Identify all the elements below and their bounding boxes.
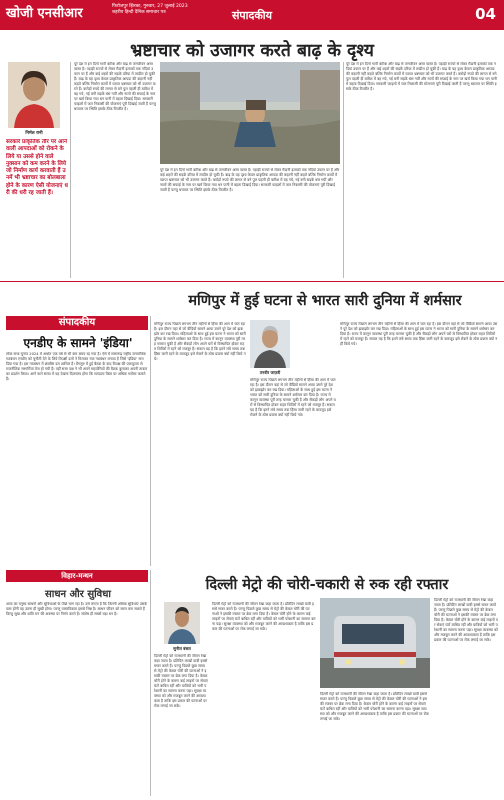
article2-body-col3: मणिपुर राज्य पिछले लगभग तीन महीनों से हिंसा की आग में जल रहा है। इस दौरान वहां से जो वीडियो सामने आया उसने पूरे देश को झकझोर कर रख दिया। महिलाओं के साथ हुई इस घटना ने भारत को सारी दुनिया के सामने शर्मसार कर दिया है। राज्य में कानून व्यवस्था पूरी तरह चरमरा चुकी है और सैकड़ों लोग अपने घरों से विस्थापित होकर राहत शिविरों में रहने को मजबूर हैं। सवाल यह है कि इतने लंबे समय तक हिंसा जारी रहने के बावजूद इसे रोकने के ठोस प्रयास क्यों नहीं किये गये।: [340, 322, 498, 346]
author2-name: तनवीर जाफ़री: [259, 370, 281, 375]
article3-body-col2: दिल्ली मेट्रो को राजधानी की जीवन रेखा कहा जाता है। प्रतिदिन लाखों यात्री इससे सफर करते हैं। परन्तु पिछले कुछ समय से मेट्रो की केबल चोरी की घटनाओं ने इसकी रफ्तार पर ब्रेक लगा दिया है। केबल चोरी होने के कारण कई लाइनों पर सेवाएं घंटों बाधित रहीं और यात्रियों को भारी परेशानी का सामना करना पड़ा। सुरक्षा व्यवस्था को और मजबूत करने की आवश्यकता है ताकि इस प्रकार की घटनाओं पर रोक लगाई जा सके।: [212, 602, 316, 631]
article1-headline: भ्रष्टाचार को उजागर करते बाढ़ के दृश्य: [130, 41, 374, 61]
column-divider: [150, 570, 151, 796]
newspaper-logo: खोजी एनसीआर: [6, 6, 83, 21]
article2-body-col2: मणिपुर राज्य पिछले लगभग तीन महीनों से हिंसा की आग में जल रहा है। इस दौरान वहां से जो वीडियो सामने आया उसने पूरे देश को झकझोर कर रख दिया। महिलाओं के साथ हुई इस घटना ने भारत को सारी दुनिया के सामने शर्मसार कर दिया है। राज्य में कानून व्यवस्था पूरी तरह चरमरा चुकी है और सैकड़ों लोग अपने घरों से विस्थापित होकर राहत शिविरों में रहने को मजबूर हैं। सवाल यह है कि इतने लंबे समय तक हिंसा जारी रहने के बावजूद इसे रोकने के ठोस प्रयास क्यों नहीं किये गये।: [250, 378, 336, 417]
article3-headline: दिल्ली मेट्रो की चोरी-चकारी से रुक रही रफ्तार: [205, 576, 449, 593]
editorial-headline: एनडीए के सामने 'इंडिया': [23, 336, 133, 350]
article3-body-col4: दिल्ली मेट्रो को राजधानी की जीवन रेखा कहा जाता है। प्रतिदिन लाखों यात्री इससे सफर करते हैं। परन्तु पिछले कुछ समय से मेट्रो की केबल चोरी की घटनाओं ने इसकी रफ्तार पर ब्रेक लगा दिया है। केबल चोरी होने के कारण कई लाइनों पर सेवाएं घंटों बाधित रहीं और यात्रियों को भारी परेशानी का सामना करना पड़ा। सुरक्षा व्यवस्था को और मजबूत करने की आवश्यकता है ताकि इस प्रकार की घटनाओं पर रोक लगाई जा सके।: [434, 598, 498, 642]
author-portrait-icon: [164, 602, 200, 644]
article3-body-col1: दिल्ली मेट्रो को राजधानी की जीवन रेखा कहा जाता है। प्रतिदिन लाखों यात्री इससे सफर करते हैं। परन्तु पिछले कुछ समय से मेट्रो की केबल चोरी की घटनाओं ने इसकी रफ्तार पर ब्रेक लगा दिया है। केबल चोरी होने के कारण कई लाइनों पर सेवाएं घंटों बाधित रहीं और यात्रियों को भारी परेशानी का सामना करना पड़ा। सुरक्षा व्यवस्था को और मजबूत करने की आवश्यकता है ताकि इस प्रकार की घटनाओं पर रोक लगाई जा सके।: [154, 654, 208, 708]
flood-photo: [160, 62, 340, 164]
pull-quote: सरकारें प्राकृतिक तौर पर आने वाली आपदाओं को रोकने के लिये या उससे होने वाले नुक्सान को कम करने के लिये जो निर्माण कार्य करवाती हैं उनमें भी भ्रष्टाचार का बोलबाला होने के कारण ऐसी योजनाएं धरी की धरी रह जाती हैं।: [6, 139, 68, 197]
metro-train-icon: [320, 598, 430, 688]
article1-body-col3: पूरे देश में इन दिनों भारी बारिश और बाढ़ से जनजीवन अस्त व्यस्त है। पहाड़ी राज्यों से लेकर मैदानी इलाकों तक नदियां उफान पर हैं और कई शहरों की सड़कें दरिया में तब्दील हो चुकी हैं। बाढ़ के यह दृश्य केवल प्राकृतिक आपदा की कहानी नहीं कहते बल्कि निर्माण कार्यों में व्याप्त भ्रष्टाचार को भी उजागर करते हैं। करोड़ों रुपये की लागत से बने पुल पहली ही बारिश में बह गये, नई बनी सड़कें धंस गयीं और नालों की सफाई के नाम पर खर्च किया गया धन पानी में बहता दिखाई दिया। सरकारी फाइलों में जल निकासी की योजनाएं पूरी दिखाई जाती हैं परन्तु धरातल पर स्थिति इसके ठीक विपरीत है।: [346, 62, 497, 91]
column-divider: [343, 62, 344, 278]
column-divider: [70, 62, 71, 278]
column-headline: साधन और सुविधा: [45, 589, 111, 600]
column-divider: [150, 316, 151, 566]
editorial-body: लोक सभा चुनाव 2024 में अर्थात एक वर्ष से भी कम समय रह गया है। ऐसे में सत्तारूढ़ राष्ट्रीय जनतांत्रिक गठबंधन एनडीए को चुनौती देने के लिये विपक्षी दलों ने मिलकर नया गठबंधन बनाया है जिसे 'इंडिया' नाम दिया गया है। इस गठबंधन में छब्बीस दल शामिल हैं। बेंगलुरु में हुई बैठक के बाद विपक्ष की एकजुटता से राजनीतिक सरगर्मियां तेज हो गयी हैं। वहीं सत्ता पक्ष ने भी अपने सहयोगियों की बैठक बुलाकर अपनी ताकत का प्रदर्शन किया। आने वाले समय में यह देखना दिलचस्प होगा कि मतदाता किस पर अधिक भरोसा जताते हैं।: [6, 352, 148, 381]
column-body: आज का मनुष्य साधनों और सुविधाओं के पीछे भाग रहा है। उसे लगता है कि जितनी अधिक सुविधाएं उसके पास होंगी वह उतना ही सुखी होगा। परन्तु वास्तविकता इससे भिन्न है। साधन जीवन को सरल बना सकते हैं किन्तु सुख और शांति मन की अवस्था पर निर्भर करते हैं। संतोष ही सबसे बड़ा धन है।: [6, 602, 148, 616]
issue-date-line: फिरोजपुर झिरका, गुरुवार, 27 जुलाई 2023: [112, 4, 188, 9]
masthead: [0, 0, 504, 30]
section-rule: [0, 281, 504, 282]
author-portrait-icon: [250, 320, 290, 368]
article1-body-col2: पूरे देश में इन दिनों भारी बारिश और बाढ़ से जनजीवन अस्त व्यस्त है। पहाड़ी राज्यों से लेकर मैदानी इलाकों तक नदियां उफान पर हैं और कई शहरों की सड़कें दरिया में तब्दील हो चुकी हैं। बाढ़ के यह दृश्य केवल प्राकृतिक आपदा की कहानी नहीं कहते बल्कि निर्माण कार्यों में व्याप्त भ्रष्टाचार को भी उजागर करते हैं। करोड़ों रुपये की लागत से बने पुल पहली ही बारिश में बह गये, नई बनी सड़कें धंस गयीं और नालों की सफाई के नाम पर खर्च किया गया धन पानी में बहता दिखाई दिया। सरकारी फाइलों में जल निकासी की योजनाएं पूरी दिखाई जाती हैं परन्तु धरातल पर स्थिति इसके ठीक विपरीत है।: [160, 168, 340, 192]
article2-body-col1: मणिपुर राज्य पिछले लगभग तीन महीनों से हिंसा की आग में जल रहा है। इस दौरान वहां से जो वीडियो सामने आया उसने पूरे देश को झकझोर कर रख दिया। महिलाओं के साथ हुई इस घटना ने भारत को सारी दुनिया के सामने शर्मसार कर दिया है। राज्य में कानून व्यवस्था पूरी तरह चरमरा चुकी है और सैकड़ों लोग अपने घरों से विस्थापित होकर राहत शिविरों में रहने को मजबूर हैं। सवाल यह है कि इतने लंबे समय तक हिंसा जारी रहने के बावजूद इसे रोकने के ठोस प्रयास क्यों नहीं किये गये।: [154, 322, 246, 361]
page-number: 04: [475, 5, 496, 23]
article1-body-col1: पूरे देश में इन दिनों भारी बारिश और बाढ़ से जनजीवन अस्त व्यस्त है। पहाड़ी राज्यों से लेकर मैदानी इलाकों तक नदियां उफान पर हैं और कई शहरों की सड़कें दरिया में तब्दील हो चुकी हैं। बाढ़ के यह दृश्य केवल प्राकृतिक आपदा की कहानी नहीं कहते बल्कि निर्माण कार्यों में व्याप्त भ्रष्टाचार को भी उजागर करते हैं। करोड़ों रुपये की लागत से बने पुल पहली ही बारिश में बह गये, नई बनी सड़कें धंस गयीं और नालों की सफाई के नाम पर खर्च किया गया धन पानी में बहता दिखाई दिया। सरकारी फाइलों में जल निकासी की योजनाएं पूरी दिखाई जाती हैं परन्तु धरातल पर स्थिति इसके ठीक विपरीत है।: [74, 62, 156, 111]
author2-photo: [250, 320, 290, 368]
section-title: संपादकीय: [231, 9, 273, 22]
author-name: निर्मल रानी: [25, 131, 43, 136]
author3-name: सुनील बंसल: [173, 646, 191, 651]
column-label: विहार-मन्थन: [6, 570, 148, 582]
author3-photo: [164, 602, 200, 644]
metro-photo: [320, 598, 430, 688]
article3-body-col3: दिल्ली मेट्रो को राजधानी की जीवन रेखा कहा जाता है। प्रतिदिन लाखों यात्री इससे सफर करते हैं। परन्तु पिछले कुछ समय से मेट्रो की केबल चोरी की घटनाओं ने इसकी रफ्तार पर ब्रेक लगा दिया है। केबल चोरी होने के कारण कई लाइनों पर सेवाएं घंटों बाधित रहीं और यात्रियों को भारी परेशानी का सामना करना पड़ा। सुरक्षा व्यवस्था को और मजबूत करने की आवश्यकता है ताकि इस प्रकार की घटनाओं पर रोक लगाई जा सके।: [320, 692, 429, 721]
article2-headline: मणिपुर में हुई घटना से भारत सारी दुनिया में शर्मसार: [188, 292, 462, 309]
flood-scene-icon: [160, 62, 340, 164]
author-photo: [8, 62, 60, 128]
author-portrait-icon: [8, 62, 60, 128]
issue-tagline: शहरीय हिन्दी दैनिक समाचार पत्र: [112, 10, 166, 15]
editorial-label: संपादकीय: [6, 316, 148, 330]
